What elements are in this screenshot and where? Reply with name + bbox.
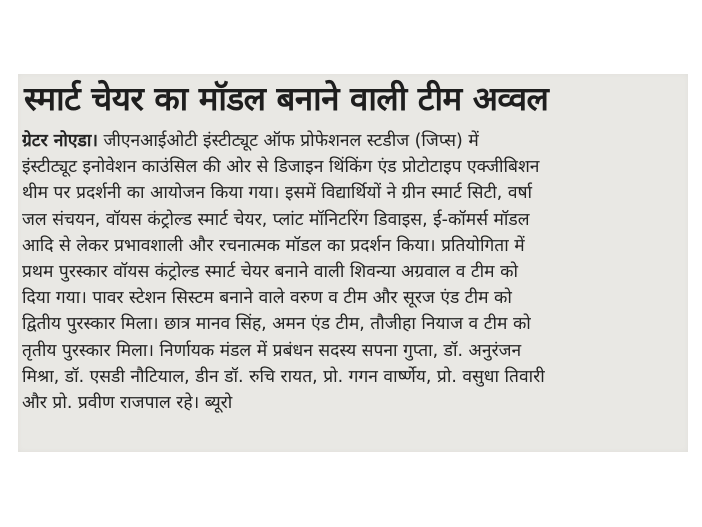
article-line: और प्रो. प्रवीण राजपाल रहे। ब्यूरो [22, 393, 233, 414]
article-body [22, 128, 684, 416]
article-line: इंस्टीट्यूट इनोवेशन काउंसिल की ओर से डिजाइन थिंकिंग एंड प्रोटोटाइप एक्जीबिशन [22, 157, 540, 178]
newspaper-clipping [18, 74, 688, 452]
article-line: प्रथम पुरस्कार वॉयस कंट्रोल्ड स्मार्ट चेयर बनाने वाली शिवन्या अग्रवाल व टीम को [22, 262, 518, 283]
article-line: मिश्रा, डॉ. एसडी नौटियाल, डीन डॉ. रुचि रायत, प्रो. गगन वार्ष्णेय, प्रो. वसुधा तिवारी [22, 366, 545, 387]
article-line: दिया गया। पावर स्टेशन सिस्टम बनाने वाले वरुण व टीम और सूरज एंड टीम को [22, 288, 512, 309]
article-line: तृतीय पुरस्कार मिला। निर्णायक मंडल में प्रबंधन सदस्य सपना गुप्ता, डॉ. अनुरंजन [22, 340, 522, 361]
article-line: जल संचयन, वॉयस कंट्रोल्ड स्मार्ट चेयर, प्लांट मॉनिटरिंग डिवाइस, ई-कॉमर्स मॉडल [22, 209, 530, 230]
article-line: आदि से लेकर प्रभावशाली और रचनात्मक मॉडल का प्रदर्शन किया। प्रतियोगिता में [22, 235, 525, 256]
article-line [22, 128, 684, 154]
article-line: द्वितीय पुरस्कार मिला। छात्र मानव सिंह, अमन एंड टीम, तौजीहा नियाज व टीम को [22, 314, 531, 335]
article-dateline: ग्रेटर नोएडा। [22, 131, 98, 151]
article-line: थीम पर प्रदर्शनी का आयोजन किया गया। इसमें विद्यार्थियों ने ग्रीन स्मार्ट सिटी, वर्षा [22, 183, 533, 204]
article-headline: स्मार्ट चेयर का मॉडल बनाने वाली टीम अव्वल [24, 79, 549, 118]
article-line-text: जीएनआईओटी इंस्टीट्यूट ऑफ प्रोफेशनल स्टडीज (जिप्स) में [97, 131, 479, 151]
